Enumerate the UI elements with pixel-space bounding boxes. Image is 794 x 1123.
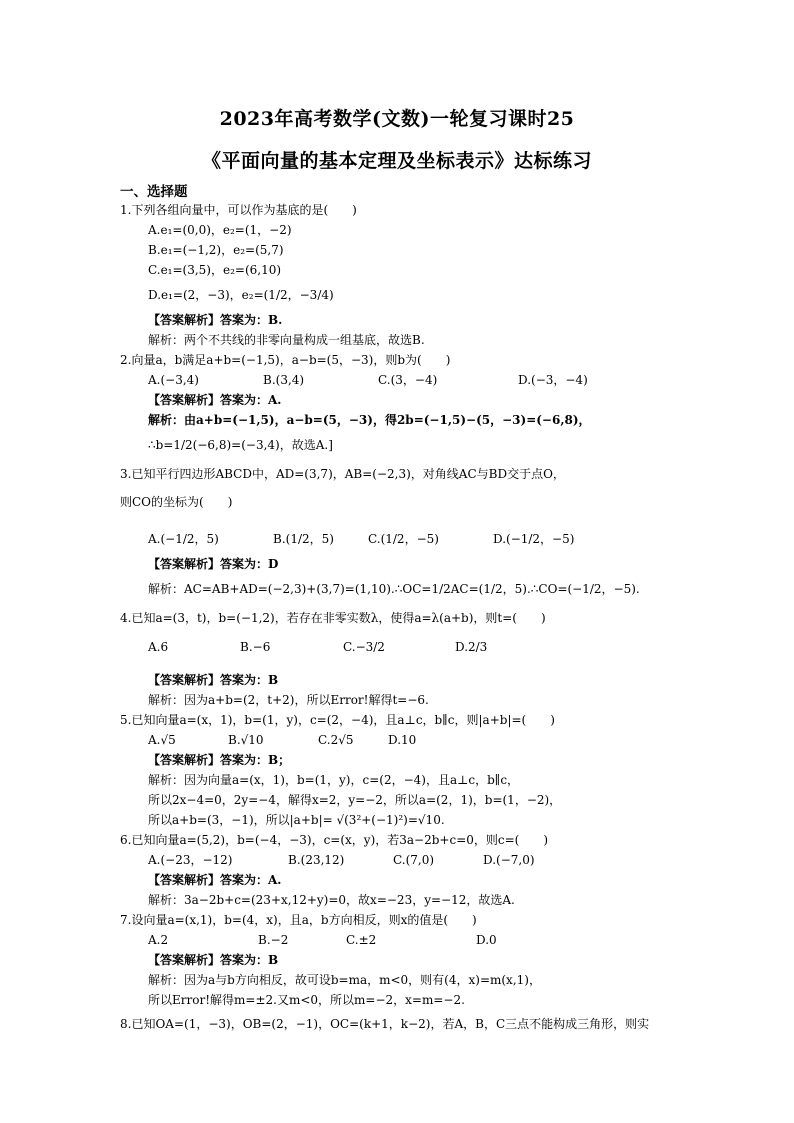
question-2: 2.向量a，b满足a+b=(−1,5)，a−b=(5，−3)，则b为( ) bbox=[120, 353, 451, 367]
option-6d: D.(−7,0) bbox=[483, 853, 535, 867]
option-3a: A.(−1/2，5) bbox=[148, 532, 219, 546]
analysis-5-line1: 解析：因为向量a=(x，1)，b=(1，y)，c=(2，−4)，且a⊥c，b∥c， bbox=[148, 773, 520, 787]
option-3d: D.(−1/2，−5) bbox=[493, 532, 575, 546]
answer-5: 【答案解析】答案为：B； bbox=[148, 753, 291, 767]
options-3 bbox=[120, 524, 720, 554]
option-7c: C.±2 bbox=[346, 933, 377, 947]
answer-1: 【答案解析】答案为：B. bbox=[148, 313, 283, 327]
question-3-line2: 则CO的坐标为( ) bbox=[120, 495, 233, 509]
option-5d: D.10 bbox=[388, 733, 417, 747]
options-2 bbox=[120, 370, 720, 390]
question-7: 7.设向量a=(x,1)，b=(4，x)，且a，b方向相反，则x的值是( ) bbox=[120, 913, 477, 927]
option-2c: C.(3，−4) bbox=[378, 373, 438, 387]
answer-7: 【答案解析】答案为：B bbox=[148, 953, 279, 967]
option-5c: C.2√5 bbox=[318, 733, 354, 747]
analysis-2-line2: ∴b=1/2(−6,8)=(−3,4)，故选A.] bbox=[148, 438, 333, 452]
option-1a: A.e₁=(0,0)，e₂=(1，−2) bbox=[148, 223, 292, 237]
option-7a: A.2 bbox=[148, 933, 169, 947]
analysis-3: 解析：AC=AB+AD=(−2,3)+(3,7)=(1,10).∴OC=1/2AC=(1/2，5).∴CO=(−1/2，−5). bbox=[148, 582, 640, 596]
answer-3: 【答案解析】答案为：D bbox=[148, 557, 279, 571]
document-title: 2023年高考数学(文数)一轮复习课时25 bbox=[219, 108, 575, 130]
options-4 bbox=[120, 632, 720, 662]
option-7b: B.−2 bbox=[258, 933, 289, 947]
question-6: 6.已知向量a=(5,2)，b=(−4，−3)，c=(x，y)，若3a−2b+c=0，则c=( ) bbox=[120, 833, 549, 847]
options-6 bbox=[120, 850, 720, 870]
analysis-4: 解析：因为a+b=(2，t+2)，所以Error!解得t=−6. bbox=[148, 693, 429, 707]
option-6a: A.(−23，−12) bbox=[148, 853, 233, 867]
question-4: 4.已知a=(3，t)，b=(−1,2)，若存在非零实数λ，使得a=λ(a+b)，则t=( ) bbox=[120, 611, 546, 625]
analysis-1: 解析：两个不共线的非零向量构成一组基底，故选B. bbox=[148, 333, 425, 347]
question-8: 8.已知OA=(1，−3)，OB=(2，−1)，OC=(k+1，k−2)，若A，B，C三点不能构成三角形，则实 bbox=[120, 1017, 650, 1031]
options-5 bbox=[120, 730, 720, 750]
option-3b: B.(1/2，5) bbox=[273, 532, 334, 546]
analysis-6: 解析：3a−2b+c=(23+x,12+y)=0，故x=−23，y=−12，故选A. bbox=[148, 893, 515, 907]
option-2a: A.(−3,4) bbox=[148, 373, 199, 387]
option-1b: B.e₁=(−1,2)，e₂=(5,7) bbox=[148, 243, 284, 257]
option-4b: B.−6 bbox=[240, 640, 271, 654]
options-7 bbox=[120, 930, 720, 950]
option-7d: D.0 bbox=[476, 933, 497, 947]
question-1: 1.下列各组向量中，可以作为基底的是( ) bbox=[120, 203, 357, 217]
analysis-2-line1: 解析：由a+b=(−1,5)，a−b=(5，−3)，得2b=(−1,5)−(5，−3)=(−6,8)， bbox=[148, 413, 591, 427]
section-heading: 一、选择题 bbox=[120, 184, 188, 200]
document-subtitle: 《平面向量的基本定理及坐标表示》达标练习 bbox=[201, 150, 592, 172]
answer-6: 【答案解析】答案为：A. bbox=[148, 873, 282, 887]
option-4a: A.6 bbox=[148, 640, 169, 654]
analysis-5-line3: 所以a+b=(3，−1)，所以|a+b|= √(3²+(−1)²)=√10. bbox=[148, 813, 445, 827]
answer-2: 【答案解析】答案为：A. bbox=[148, 393, 282, 407]
question-5: 5.已知向量a=(x，1)，b=(1，y)，c=(2，−4)，且a⊥c，b∥c，则|a+b|=( ) bbox=[120, 713, 555, 727]
analysis-7-line1: 解析：因为a与b方向相反，故可设b=ma，m<0，则有(4，x)=m(x,1)， bbox=[148, 973, 541, 987]
analysis-7-line2: 所以Error!解得m=±2.又m<0，所以m=−2，x=m=−2. bbox=[148, 993, 465, 1007]
answer-4: 【答案解析】答案为：B bbox=[148, 673, 279, 687]
option-3c: C.(1/2，−5) bbox=[368, 532, 439, 546]
question-3-line1: 3.已知平行四边形ABCD中，AD=(3,7)，AB=(−2,3)，对角线AC与BD交于点O， bbox=[120, 467, 565, 481]
option-4c: C.−3/2 bbox=[343, 640, 385, 654]
option-1d: D.e₁=(2，−3)，e₂=(1/2，−3/4) bbox=[148, 288, 334, 302]
option-5a: A.√5 bbox=[148, 733, 176, 747]
question-list bbox=[120, 200, 720, 1038]
option-6b: B.(23,12) bbox=[288, 853, 345, 867]
analysis-5-line2: 所以2x−4=0，2y=−4，解得x=2，y=−2，所以a=(2，1)，b=(1，−2)， bbox=[148, 793, 562, 807]
option-1c: C.e₁=(3,5)，e₂=(6,10) bbox=[148, 263, 282, 277]
option-4d: D.2/3 bbox=[455, 640, 488, 654]
option-2b: B.(3,4) bbox=[263, 373, 305, 387]
option-2d: D.(−3，−4) bbox=[518, 373, 588, 387]
option-5b: B.√10 bbox=[228, 733, 264, 747]
option-6c: C.(7,0) bbox=[393, 853, 435, 867]
